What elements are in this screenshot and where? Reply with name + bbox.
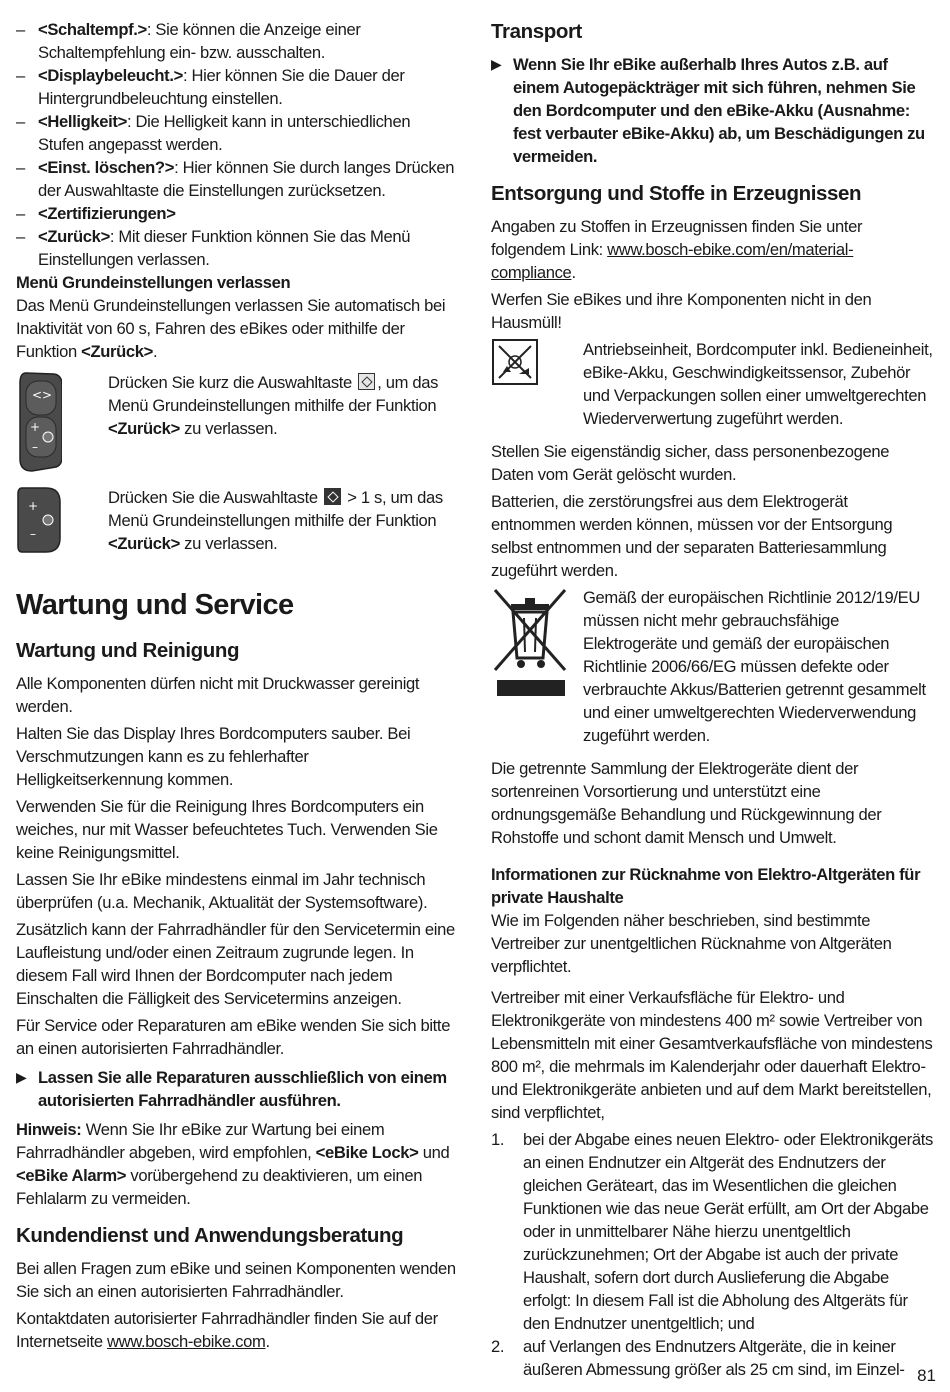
list-item: – <Zertifizierungen>	[16, 202, 458, 225]
paragraph: Für Service oder Reparaturen am eBike wenden Sie sich bitte an einen autorisierten Fahrradhändler.	[16, 1016, 451, 1058]
list-item: – <Displaybeleucht.>: Hier können Sie die Dauer der Hintergrundbeleuchtung einstellen.	[16, 64, 458, 110]
exit-menu-heading: Menü Grundeinstellungen verlassen	[16, 273, 291, 292]
repair-instruction: ▶ Lassen Sie alle Reparaturen ausschließlich von einem autorisierten Fahrradhändler ausführen.	[16, 1068, 447, 1110]
paragraph: Bei allen Fragen zum eBike und seinen Komponenten wenden Sie sich an einen autorisierten Fahrradhändler.	[16, 1259, 456, 1301]
remote-unit-icon	[16, 486, 62, 554]
paragraph: Halten Sie das Display Ihres Bordcomputers sauber. Bei Verschmutzungen kann es zu fehlerhafter Helligkeitserkennung kommen.	[16, 724, 411, 789]
support-contact-paragraph: Kontaktdaten autorisierter Fahrradhändler finden Sie auf der Internetseite www.bosch-ebike.com.	[16, 1309, 438, 1351]
svg-text:>: >	[42, 388, 53, 402]
arrow-right-icon: ▶	[16, 1069, 27, 1085]
no-household-waste-icon	[491, 338, 583, 391]
material-compliance-link[interactable]: www.bosch-ebike.com/en/material-compliance	[491, 240, 854, 282]
list-item: 2. auf Verlangen des Endnutzers Altgeräte, die in keiner äußeren Abmessung größer als 25 cm sind, im Einzel-	[491, 1337, 905, 1379]
recycling-text: Antriebseinheit, Bordcomputer inkl. Bedieneinheit, eBike-Akku, Geschwindigkeitssensor, Zubehör und Verpackungen sollen einer umweltgerechten Wiederverwertung zugeführt werden.	[583, 340, 933, 428]
svg-text:<: <	[32, 388, 43, 402]
weee-text: Gemäß der europäischen Richtlinie 2012/19/EU müssen nicht mehr gebrauchsfähige Elektrogeräte und gemäß der europäischen Richtlinie 2006/66/EG müssen defekte oder verbrauchte Akkus/Batterien getrennt gesammelt und einer umweltgerechten Wiederverwendung zugeführt werden.	[583, 588, 926, 745]
transport-instruction: ▶ Wenn Sie Ihr eBike außerhalb Ihres Autos z.B. auf einem Autogepäckträger mit sich führen, nehmen Sie den Bordcomputer und den eBike-Akku (Ausnahme: fest verbauter eBike-Akku) ab, um Beschädigungen zu vermeiden.	[491, 55, 925, 166]
step-long-press	[16, 486, 458, 559]
return-obligations-list	[491, 1128, 934, 1381]
step-short-press	[16, 371, 458, 478]
paragraph: Batterien, die zerstörungsfrei aus dem Elektrogerät entnommen werden können, müssen vor der Entsorgung selbst entnommen und der separaten Batteriesammlung zugeführt werden.	[491, 492, 893, 580]
svg-text:–: –	[32, 440, 38, 454]
paragraph: Vertreiber mit einer Verkaufsfläche für Elektro- und Elektronikgeräte von mindestens 400 m² sowie Vertreiber von Lebensmitteln mit einer Gesamtverkaufsfläche von mindestens 800 m², die mehrmals im Kalenderjahr oder dauerhaft Elektro- und Elektronikgeräte anbieten und auf dem Markt bereitstellen, sind verpflichtet,	[491, 988, 933, 1122]
exit-menu-paragraph: Das Menü Grundeinstellungen verlassen Sie automatisch bei Inaktivität von 60 s, Fahren des eBikes oder mithilfe der Funktion <Zurück>.	[16, 296, 446, 361]
material-compliance-paragraph: Angaben zu Stoffen in Erzeugnissen finden Sie unter folgendem Link: www.bosch-ebike.com/en/material-compliance.	[491, 217, 863, 282]
list-item: – <Schaltempf.>: Sie können die Anzeige einer Schaltempfehlung ein- bzw. ausschalten.	[16, 18, 458, 64]
arrow-right-icon: ▶	[491, 56, 502, 72]
bosch-ebike-link[interactable]: www.bosch-ebike.com	[107, 1332, 266, 1351]
list-item: – <Helligkeit>: Die Helligkeit kann in unterschiedlichen Stufen angepasst werden.	[16, 110, 458, 156]
paragraph: Zusätzlich kann der Fahrradhändler für den Servicetermin eine Laufleistung und/oder einen Zeitraum zugrunde legen. In diesem Fall wird Ihnen der Bordcomputer nach jedem Einschalten die Fälligkeit des Servicetermins anzeigen.	[16, 920, 455, 1008]
step-text: Drücken Sie die Auswahltaste > 1 s, um das Menü Grundeinstellungen mithilfe der Funktion <Zurück> zu verlassen.	[108, 488, 443, 553]
select-key-icon	[358, 373, 375, 390]
paragraph: Stellen Sie eigenständig sicher, dass personenbezogene Daten vom Gerät gelöscht wurden.	[491, 442, 890, 484]
control-unit-image	[16, 371, 108, 478]
paragraph: Die getrennte Sammlung der Elektrogeräte dient der sortenreinen Vorsortierung und unterstützt eine ordnungsgemäße Behandlung und Rückgewinnung der Rohstoffe und schont damit Mensch und Umwelt.	[491, 759, 882, 847]
recycling-note	[491, 338, 934, 434]
paragraph: Alle Komponenten dürfen nicht mit Druckwasser gereinigt werden.	[16, 674, 420, 716]
svg-text:+: +	[28, 499, 39, 513]
remote-unit-image	[16, 486, 108, 559]
crossed-bin-icon	[491, 586, 583, 707]
weee-note	[491, 586, 934, 751]
section-title-service: Wartung und Service	[16, 589, 294, 621]
subsection-title-maintenance: Wartung und Reinigung	[16, 639, 240, 662]
select-key-icon	[324, 488, 341, 505]
control-unit-icon	[16, 371, 62, 473]
page-number: 81	[917, 1366, 936, 1385]
step-text: Drücken Sie kurz die Auswahltaste , um das Menü Grundeinstellungen mithilfe der Funktion <Zurück> zu verlassen.	[108, 373, 439, 438]
svg-text:–: –	[30, 527, 36, 541]
paragraph: Verwenden Sie für die Reinigung Ihres Bordcomputers ein weiches, nur mit Wasser befeuchtetes Tuch. Verwenden Sie keine Reinigungsmittel.	[16, 797, 438, 862]
hint-paragraph: Hinweis: Wenn Sie Ihr eBike zur Wartung bei einem Fahrradhändler abgeben, wird empfohlen, <eBike Lock> und <eBike Alarm> vorübergehend zu deaktivieren, um einen Fehlalarm zu vermeiden.	[16, 1120, 450, 1208]
paragraph: Lassen Sie Ihr eBike mindestens einmal im Jahr technisch überprüfen (u.a. Mechanik, Aktualität der Systemsoftware).	[16, 870, 428, 912]
left-column	[16, 18, 458, 1357]
paragraph: Werfen Sie eBikes und ihre Komponenten nicht in den Hausmüll!	[491, 290, 872, 332]
settings-menu-list	[16, 18, 458, 271]
svg-text:+: +	[30, 420, 41, 434]
paragraph: Wie im Folgenden näher beschrieben, sind bestimmte Vertreiber zur unentgeltlichen Rücknahme von Altgeräten verpflichtet.	[491, 911, 892, 976]
subsection-title-disposal: Entsorgung und Stoffe in Erzeugnissen	[491, 182, 862, 205]
list-item: – <Zurück>: Mit dieser Funktion können Sie das Menü Einstellungen verlassen.	[16, 225, 458, 271]
right-column	[491, 18, 934, 1381]
subsection-title-transport: Transport	[491, 20, 582, 43]
return-heading: Informationen zur Rücknahme von Elektro-Altgeräten für private Haushalte	[491, 865, 921, 907]
list-item: 1. bei der Abgabe eines neuen Elektro- oder Elektronikgeräts an einen Endnutzer ein Altgerät des Endnutzers der gleichen Geräteart, das im Wesentlichen die gleichen Funktionen wie das neue Gerät erfüllt, am Ort der Abgabe oder in unmittelbarer Nähe hierzu unentgeltlich zurückzunehmen; Ort der Abgabe ist auch der private Haushalt, sofern dort durch Auslieferung die Abgabe erfolgt: In diesem Fall ist die Abholung des Altgeräts für den Endnutzer unentgeltlich; und	[491, 1130, 933, 1333]
list-item: – <Einst. löschen?>: Hier können Sie durch langes Drücken der Auswahltaste die Einstellungen zurücksetzen.	[16, 156, 458, 202]
subsection-title-support: Kundendienst und Anwendungsberatung	[16, 1224, 404, 1247]
